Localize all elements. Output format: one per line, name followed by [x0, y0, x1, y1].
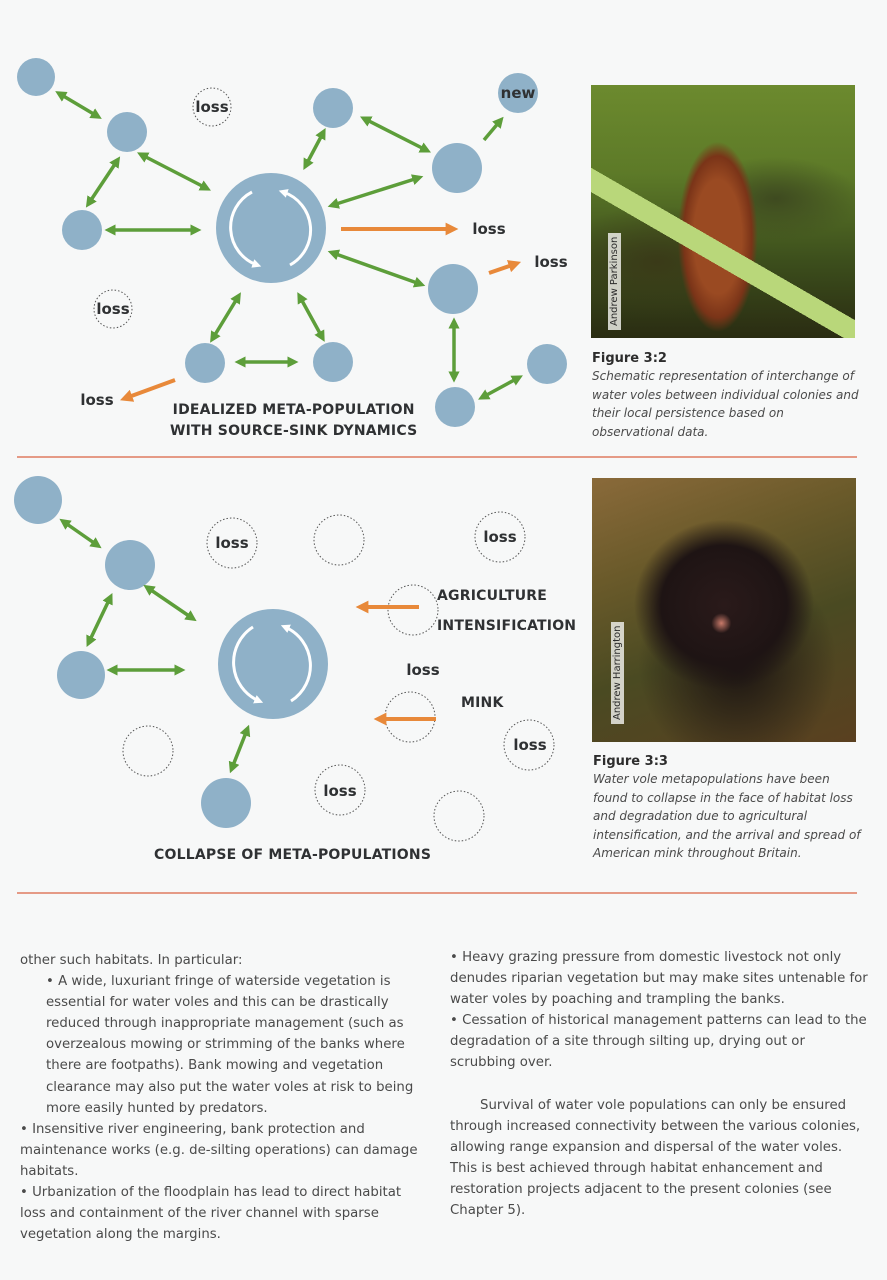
section-divider	[17, 892, 857, 894]
agriculture-intensification-label	[437, 581, 576, 641]
mink-photo	[592, 478, 856, 742]
figure-label: Figure 3:3	[593, 754, 668, 769]
body-text-right-column	[450, 947, 870, 1221]
figure-3-2-diagram	[0, 0, 580, 450]
section-divider	[17, 456, 857, 458]
dispersal-arrows	[64, 522, 247, 768]
loss-label: loss	[80, 391, 114, 409]
photo-credit: Andrew Parkinson	[608, 233, 621, 330]
figure-caption: Schematic representation of interchange of water voles between individual colonies and their local persistence based on observational data.	[592, 369, 859, 439]
photo-credit: Andrew Harrington	[611, 622, 624, 724]
figure-3-3-diagram	[0, 465, 580, 915]
water-vole-photo	[591, 85, 855, 338]
loss-label: loss	[406, 661, 440, 679]
threat-label-line: AGRICULTURE	[437, 588, 548, 604]
loss-label: loss	[534, 253, 568, 271]
diagram-title	[170, 400, 417, 442]
collapse-network-graphic	[0, 465, 580, 875]
new-colony-label: new	[500, 84, 536, 102]
lost-colony-label: loss	[195, 98, 229, 116]
body-paragraph: other such habitats. In particular:	[20, 953, 243, 968]
diagram-title-line: WITH SOURCE-SINK DYNAMICS	[170, 423, 418, 439]
body-paragraph: Survival of water vole populations can only be ensured through increased connectivity between the various colonies, allowing range expansion and dispersal of the water voles. This is best achieved through habitat enhancement and restoration projects adjacent to the present colonies (see Chapter 5).	[450, 1097, 861, 1219]
bullet-item: • Cessation of historical management patterns can lead to the degradation of a site through silting up, drying out or scrubbing over.	[450, 1013, 867, 1071]
body-text-left-column	[20, 950, 420, 1245]
bullet-item: • Urbanization of the floodplain has lead to direct habitat loss and containment of the river channel with sparse vegetation along the margins.	[20, 1185, 402, 1243]
lost-colony-label: loss	[96, 300, 130, 318]
figure-label: Figure 3:2	[592, 351, 667, 366]
threat-label-line: INTENSIFICATION	[437, 618, 577, 634]
bullet-item: • Insensitive river engineering, bank protection and maintenance works (e.g. de-silting operations) can damage habitats.	[20, 1121, 418, 1179]
bullet-item: • Heavy grazing pressure from domestic livestock not only denudes riparian vegetation but may make sites untenable for water voles by poaching and trampling the banks.	[450, 950, 868, 1008]
diagram-title: COLLAPSE OF META-POPULATIONS	[154, 847, 432, 863]
figure-caption: Water vole metapopulations have been found to collapse in the face of habitat loss and degradation due to agricultural intensification, and the arrival and spread of American mink throughout Britain.	[593, 772, 861, 860]
colony-nodes	[17, 58, 567, 427]
lost-colony-label: loss	[323, 782, 357, 800]
diagram-title-line: IDEALIZED META-POPULATION	[172, 402, 415, 418]
mink-label: MINK	[461, 695, 504, 711]
lost-colony-label: loss	[513, 736, 547, 754]
colony-nodes	[14, 476, 328, 828]
bullet-item: • A wide, luxuriant fringe of waterside vegetation is essential for water voles and this can be drastically reduced through inappropriate management (such as overzealous mowing or strimming of the banks where there are footpaths). Bank mowing and vegetation clearance may also put the water voles at risk to being more easily hunted by predators.	[46, 974, 414, 1116]
loss-label: loss	[472, 220, 506, 238]
lost-colony-label: loss	[483, 528, 517, 546]
lost-colony-label: loss	[215, 534, 249, 552]
